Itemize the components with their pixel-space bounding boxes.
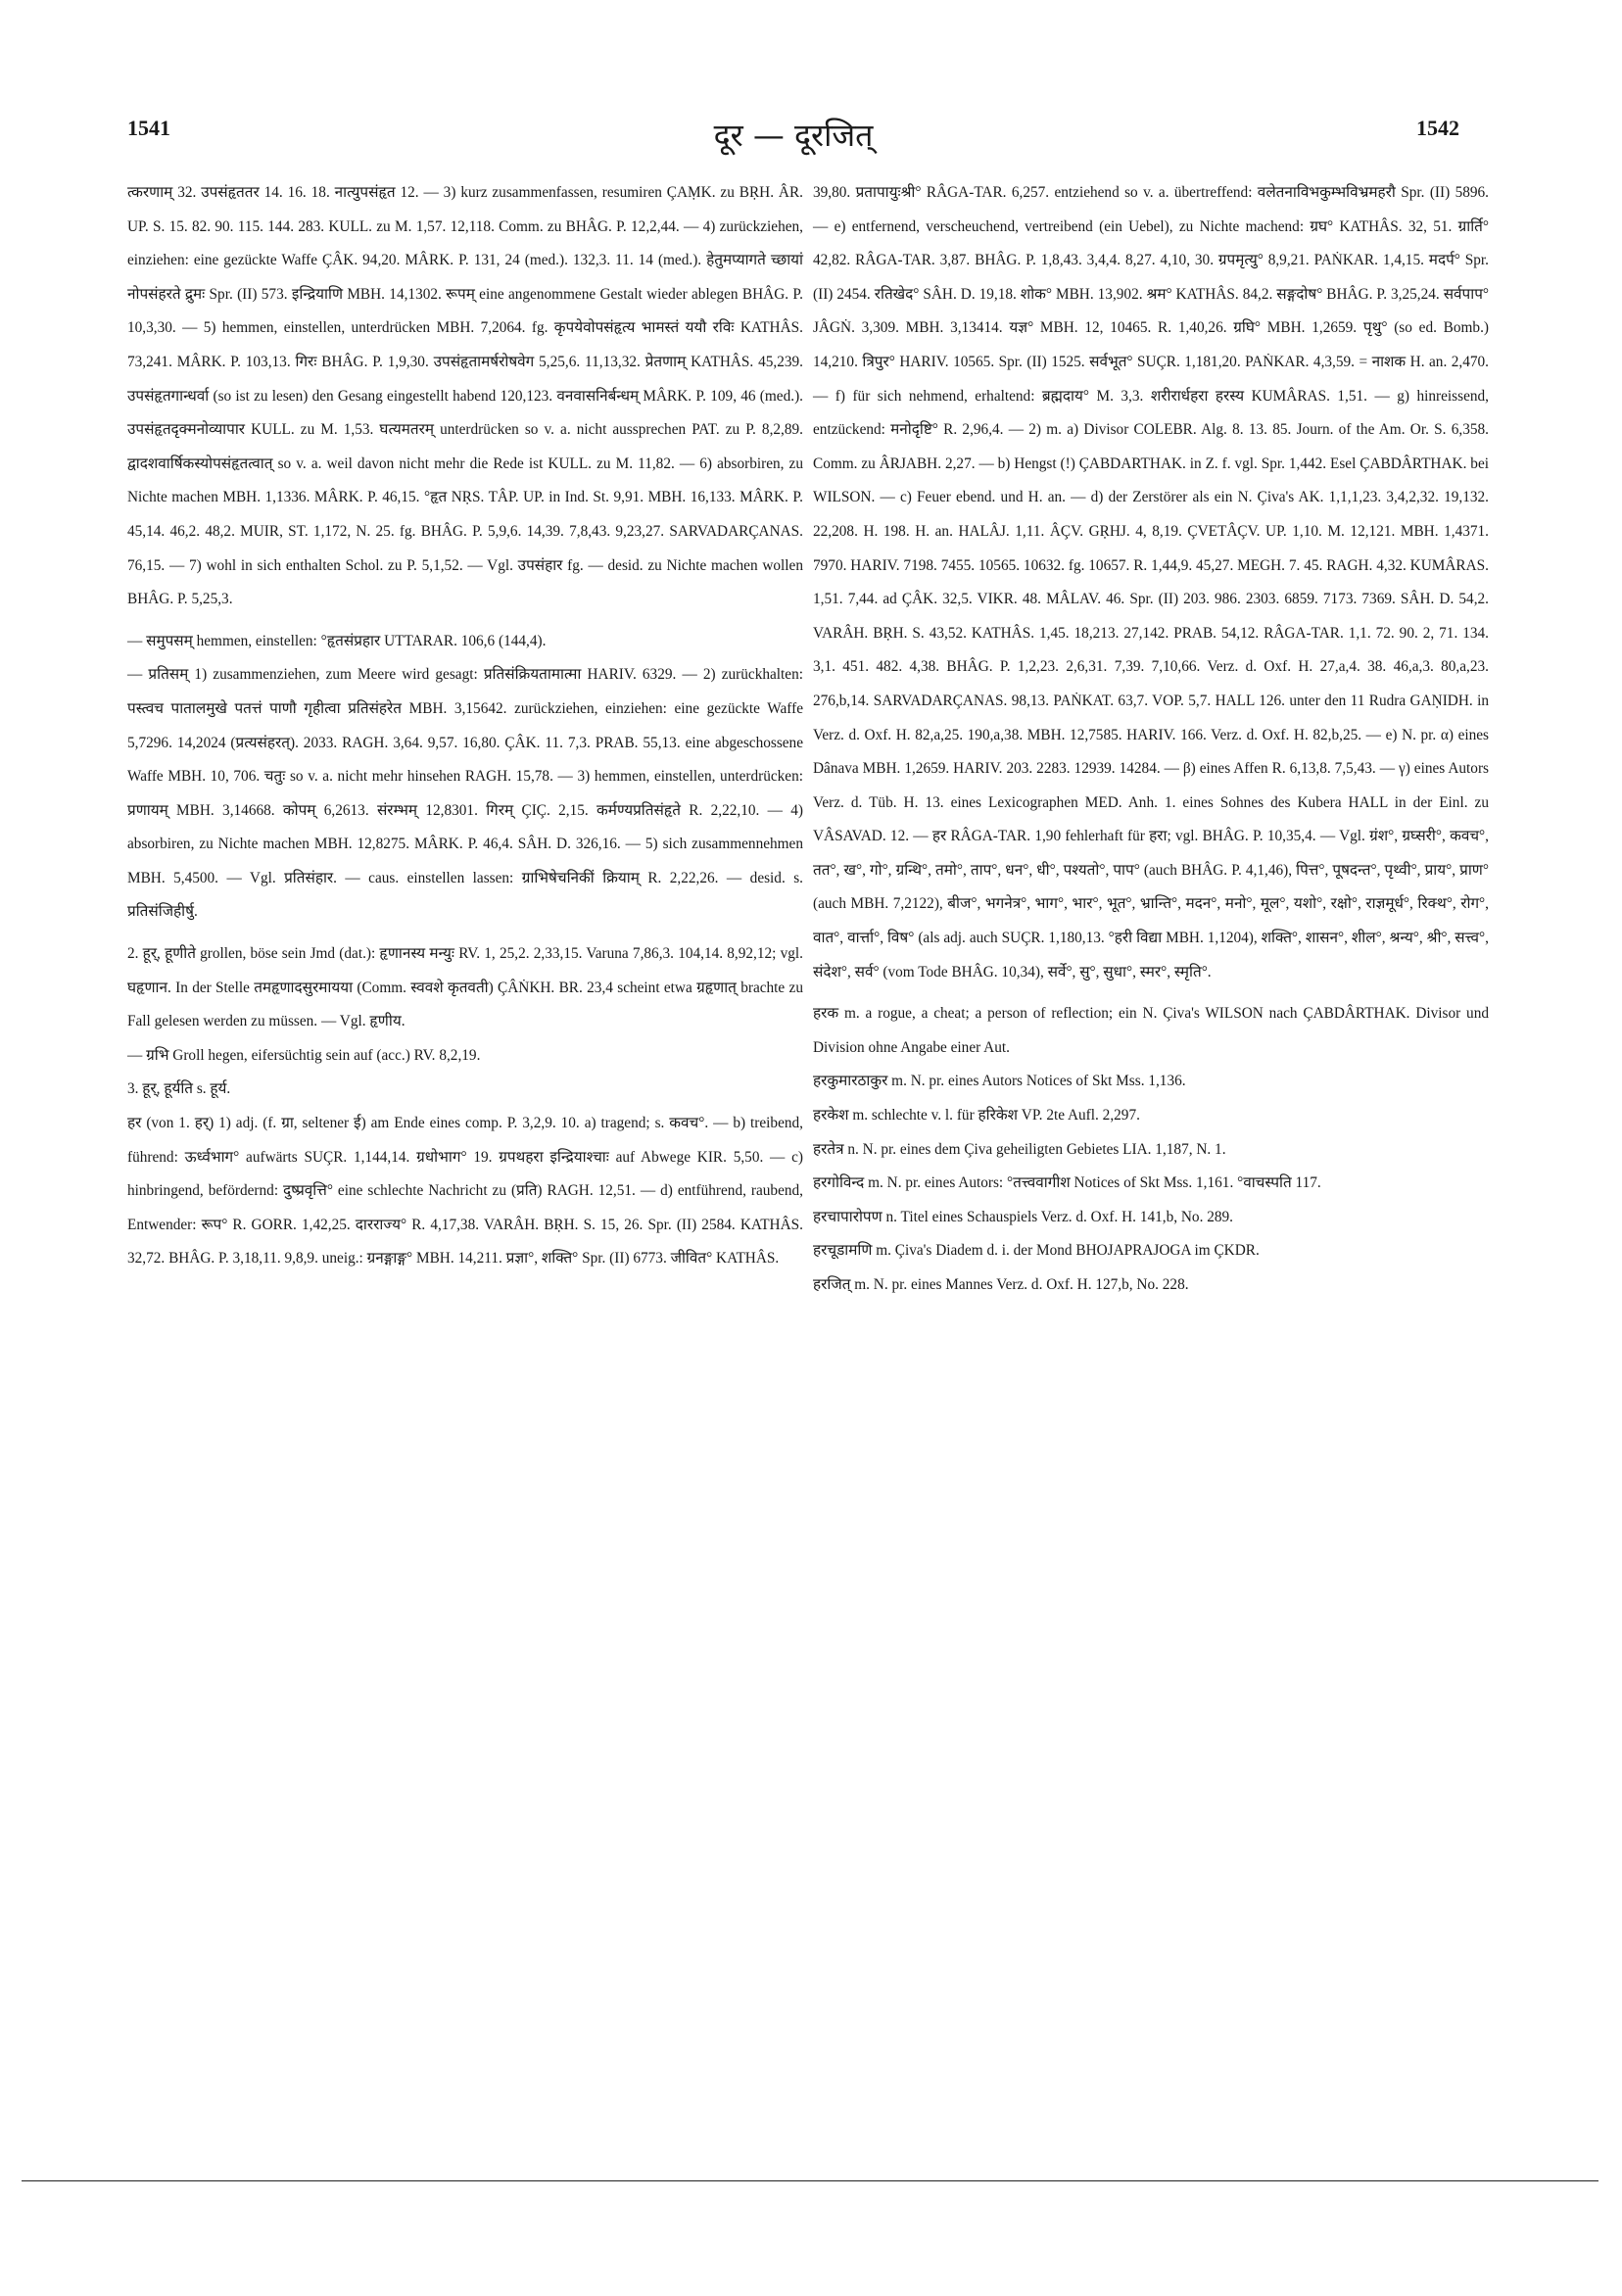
paragraph: — प्रतिसम् 1) zusammenziehen, zum Meere wird gesagt: प्रतिसंक्रियतामात्मा HARIV. 6329. — 2) zurückhalten: पस्त्वच पातालमुखे पतत्तं पाणौ गृहीत्वा प्रतिसंहरेत MBH. 3,15642. zurückziehen, einziehen: eine gezückte Waffe 5,7296. 14,2024 (प्रत्यसंहरत्). 2033. RAGH. 3,64. 9,57. 16,80. ÇÂK. 11. 7,3. PRAB. 55,13. eine abgeschossene Waffe MBH. 10, 706. चतुः so v. a. nicht mehr hinsehen RAGH. 15,78. — 3) hemmen, einstellen, unterdrücken: प्रणायम् MBH. 3,14668. कोपम् 6,2613. संरम्भम् 12,8301. गिरम् ÇIÇ. 2,15. कर्मण्यप्रतिसंहृते R. 2,22,10. — 4) absorbiren, zu Nichte machen MBH. 12,8275. MÂRK. P. 46,4. SÂH. D. 326,16. — 5) sich zusammennehmen MBH. 5,4500. — Vgl. प्रतिसंहार. — caus. einstellen lassen: ग्राभिषेचनिकीं क्रियाम् R. 2,22,26. — desid. s. प्रतिसंजिहीर्षु. [127, 666, 803, 921]
page-header [127, 108, 1459, 167]
paragraph: — समुपसम् hemmen, einstellen: °हृतसंप्रहार UTTARAR. 106,6 (144,4). [127, 632, 547, 649]
paragraph: हर (von 1. हर्) 1) adj. (f. ग्रा, seltener ई) am Ende eines comp. P. 3,2,9. 10. a) tragend; s. कवच°. — b) treibend, führend: ऊर्ध्वभाग° aufwärts SUÇR. 1,144,14. ग्रधोभाग° 19. ग्रपथहरा इन्द्रियाश्चाः auf Abwege KIR. 5,50. — c) hinbringend, befördernd: दुष्प्रवृत्ति° eine schlechte Nachricht zu (प्रति) RAGH. 12,51. — d) entführend, raubend, Entwender: रूप° R. GORR. 1,42,25. दारराज्य° R. 4,17,38. VARÂH. BṚH. S. 15, 26. Spr. (II) 2584. KATHÂS. 32,72. BHÂG. P. 3,18,11. 9,8,9. uneig.: ग्रनङ्गाङ्ग° MBH. 14,211. प्रज्ञा°, शक्ति° Spr. (II) 6773. जीवित° KATHÂS. [127, 1115, 803, 1268]
dictionary-entry: हरचापारोपण n. Titel eines Schauspiels Verz. d. Oxf. H. 141,b, No. 289. [813, 1208, 1233, 1225]
dictionary-entry: हरकुमारठाकुर m. N. pr. eines Autors Notices of Skt Mss. 1,136. [813, 1073, 1186, 1090]
dictionary-entry: हरतेत्र n. N. pr. eines dem Çiva geheiligten Gebietes LIA. 1,187, N. 1. [813, 1140, 1226, 1158]
left-column [127, 176, 803, 1276]
paragraph: 2. हूर्, हूणीते grollen, böse sein Jmd (dat.): हृणानस्य मन्युः RV. 1, 25,2. 2,33,15. Varuna 7,86,3. 104,14. 8,92,12; vgl. घहृणान. In der Stelle तमहृणादसुरमायया (Comm. स्ववशे कृतवती) ÇÂṄKH. BR. 23,4 scheint etwa ग्रहृणात् brachte zu Fall gelesen werden zu müssen. — Vgl. हृणीय. [127, 945, 803, 1030]
right-column [813, 176, 1489, 1303]
dictionary-entry: हरगोविन्द m. N. pr. eines Autors: °तत्त्ववागीश Notices of Skt Mss. 1,161. °वाचस्पति 117. [813, 1174, 1321, 1192]
paragraph: — ग्रभि Groll hegen, eifersüchtig sein auf (acc.) RV. 8,2,19. [127, 1046, 481, 1064]
page-number-left: 1541 [127, 116, 170, 140]
dictionary-entry: हरजित् m. N. pr. eines Mannes Verz. d. Oxf. H. 127,b, No. 228. [813, 1276, 1189, 1293]
bottom-rule [22, 2180, 1598, 2181]
dictionary-entry: हरचूडामणि m. Çiva's Diadem d. i. der Mond BHOJAPRAJOGA im ÇKDR. [813, 1242, 1260, 1260]
page-number-right: 1542 [1416, 116, 1459, 140]
dictionary-entry: हरकेश m. schlechte v. l. für हरिकेश VP. 2te Aufl. 2,297. [813, 1107, 1140, 1124]
paragraph: 39,80. प्रतापायुःश्री° RÂGA-TAR. 6,257. entziehend so v. a. übertreffend: वलेतनाविभकुम्भविभ्रमहरौ Spr. (II) 5896. — e) entfernend, verscheuchend, vertreibend (ein Uebel), zu Nichte machend: ग्रघ° KATHÂS. 32, 51. ग्रार्ति° 42,82. RÂGA-TAR. 3,87. BHÂG. P. 1,8,43. 3,4,4. 8,27. 4,10, 30. ग्रपमृत्यु° 8,9,21. PAṄKAR. 1,4,15. मदर्प° Spr. (II) 2454. रतिखेद° SÂH. D. 19,18. शोक° MBH. 13,902. श्रम° KATHÂS. 84,2. सङ्गदोष° BHÂG. P. 3,25,24. सर्वपाप° JÂGṄ. 3,309. MBH. 3,13414. यज्ञ° MBH. 12, 10465. R. 1,40,26. ग्रघि° MBH. 1,2659. पृथु° (so ed. Bomb.) 14,210. त्रिपुर° HARIV. 10565. Spr. (II) 1525. सर्वभूत° SUÇR. 1,181,20. PAṄKAR. 4,3,59. = नाशक H. an. 2,470. — f) für sich nehmend, erhaltend: ब्रह्मदाय° M. 3,3. शरीरार्धहरा हरस्य KUMÂRAS. 1,51. — g) hinreissend, entzückend: मनोदृष्टि° R. 2,96,4. — 2) m. a) Divisor COLEBR. Alg. 8. 13. 85. Journ. of the Am. Or. S. 6,358. Comm. zu ÂRJABH. 2,27. — b) Hengst (!) ÇABDARTHAK. in Z. f. vgl. Spr. 1,442. Esel ÇABDÂRTHAK. bei WILSON. — c) Feuer ebend. und H. an. — d) der Zerstörer als ein N. Çiva's AK. 1,1,1,23. 3,4,2,32. 19,132. 22,208. H. 198. H. an. HALÂJ. 1,11. ÂÇV. GṚHJ. 4, 8,19. ÇVETÂÇV. UP. 1,10. M. 12,121. MBH. 1,4371. 7970. HARIV. 7198. 7455. 10565. 10632. fg. 10657. R. 1,44,9. 45,27. MEGH. 7. 45. RAGH. 4,32. KUMÂRAS. 1,51. 7,44. ad ÇÂK. 32,5. VIKR. 48. MÂLAV. 46. Spr. (II) 203. 986. 2303. 6859. 7173. 7369. SÂH. D. 54,2. VARÂH. BṚH. S. 43,52. KATHÂS. 1,45. 18,213. 27,142. PRAB. 54,12. RÂGA-TAR. 1,1. 72. 90. 2, 71. 134. 3,1. 451. 482. 4,38. BHÂG. P. 1,2,23. 2,6,31. 7,39. 7,10,66. Verz. d. Oxf. H. 27,a,4. 38. 46,a,3. 80,a,23. 276,b,14. SARVADARÇANAS. 98,13. PAṄKAT. 63,7. VOP. 5,7. HALL 126. unter den 11 Rudra GAṆIDH. in Verz. d. Oxf. H. 82,a,25. 190,a,38. MBH. 12,7585. HARIV. 166. Verz. d. Oxf. H. 82,b,25. — e) N. pr. α) eines Dânava MBH. 1,2659. HARIV. 203. 2283. 12939. 14284. — β) eines Affen R. 6,13,8. 7,5,43. — γ) eines Autors Verz. d. Tüb. H. 13. eines Lexicographen MED. Anh. 1. eines Sohnes des Kubera HALL in der Einl. zu VÂSAVAD. 12. — हर RÂGA-TAR. 1,90 fehlerhaft für हरा; vgl. BHÂG. P. 10,35,4. — Vgl. ग्रंश°, ग्रघ्सरी°, कवच°, तत°, ख°, गो°, ग्रन्थि°, तमो°, ताप°, धन°, धी°, पश्यतो°, पाप° (auch BHÂG. P. 4,1,46), पित्त°, पूषदन्त°, पृथ्वी°, प्राय°, प्राण° (auch MBH. 7,2122), बीज°, भगनेत्र°, भाग°, भार°, भूत°, भ्रान्ति°, मदन°, मनो°, मूल°, यशो°, रक्षो°, राज्ञमूर्ध°, रिक्थ°, रोग°, वात°, वार्त्ता°, विष° (als adj. auch SUÇR. 1,180,13. °हरी विद्या MBH. 1,1204), शक्ति°, शासन°, शील°, श्रन्य°, श्री°, सत्त्व°, संदेश°, सर्व° (vom Tode BHÂG. 10,34), सर्वे°, सु°, सुधा°, स्मर°, स्मृति°. [813, 184, 1489, 981]
running-title: दूर — दूरजित् [713, 117, 874, 154]
paragraph: 3. हूर्, हूर्यति s. हूर्य. [127, 1080, 231, 1098]
paragraph: त्करणाम् 32. उपसंहृततर 14. 16. 18. नात्युपसंहृत 12. — 3) kurz zusammenfassen, resumiren ÇAṂK. zu BṚH. ÂR. UP. S. 15. 82. 90. 115. 144. 283. KULL. zu M. 1,57. 12,118. Comm. zu BHÂG. P. 12,2,44. — 4) zurückziehen, einziehen: eine gezückte Waffe ÇÂK. 94,20. MÂRK. P. 131, 24 (med.). 132,3. 11. 14 (med.). हेतुमप्यागते च्छायां नोपसंहरते द्रुमः Spr. (II) 573. इन्द्रियाणि MBH. 14,1302. रूपम् eine angenommene Gestalt wieder ablegen BHÂG. P. 10,3,30. — 5) hemmen, einstellen, unterdrücken MBH. 7,2064. fg. कृपयेवोपसंहृत्य भामस्तं ययौ रविः KATHÂS. 73,241. MÂRK. P. 103,13. गिरः BHÂG. P. 1,9,30. उपसंहृतामर्षरोषवेग 5,25,6. 11,13,32. प्रेतणाम् KATHÂS. 45,239. उपसंहृतगान्धर्वा (so ist zu lesen) den Gesang eingestellt habend 120,123. वनवासनिर्बन्धम् MÂRK. P. 109, 46 (med.). उपसंहृतदृक्मनोव्यापार KULL. zu M. 1,53. घत्यमतरम् unterdrücken so v. a. nicht aussprechen PAT. zu P. 8,2,89. द्वादशवार्षिकस्योपसंहृतत्वात् so v. a. weil davon nicht mehr die Rede ist KULL. zu M. 11,82. — 6) absorbiren, zu Nichte machen MBH. 1,1336. MÂRK. P. 46,15. °हृत NṚS. TÂP. UP. in Ind. St. 9,91. MBH. 16,133. MÂRK. P. 45,14. 46,2. 48,2. MUIR, ST. 1,172, N. 25. fg. BHÂG. P. 5,9,6. 14,39. 7,8,43. 9,23,27. SARVADARÇANAS. 76,15. — 7) wohl in sich enthalten Schol. zu P. 5,1,52. — Vgl. उपसंहार fg. — desid. zu Nichte machen wollen BHÂG. P. 5,25,3. [127, 184, 803, 608]
dictionary-entry: हरक m. a rogue, a cheat; a person of reflection; ein N. Çiva's WILSON nach ÇABDÂRTHAK. Divisor und Division ohne Angabe einer Aut. [813, 1005, 1489, 1056]
